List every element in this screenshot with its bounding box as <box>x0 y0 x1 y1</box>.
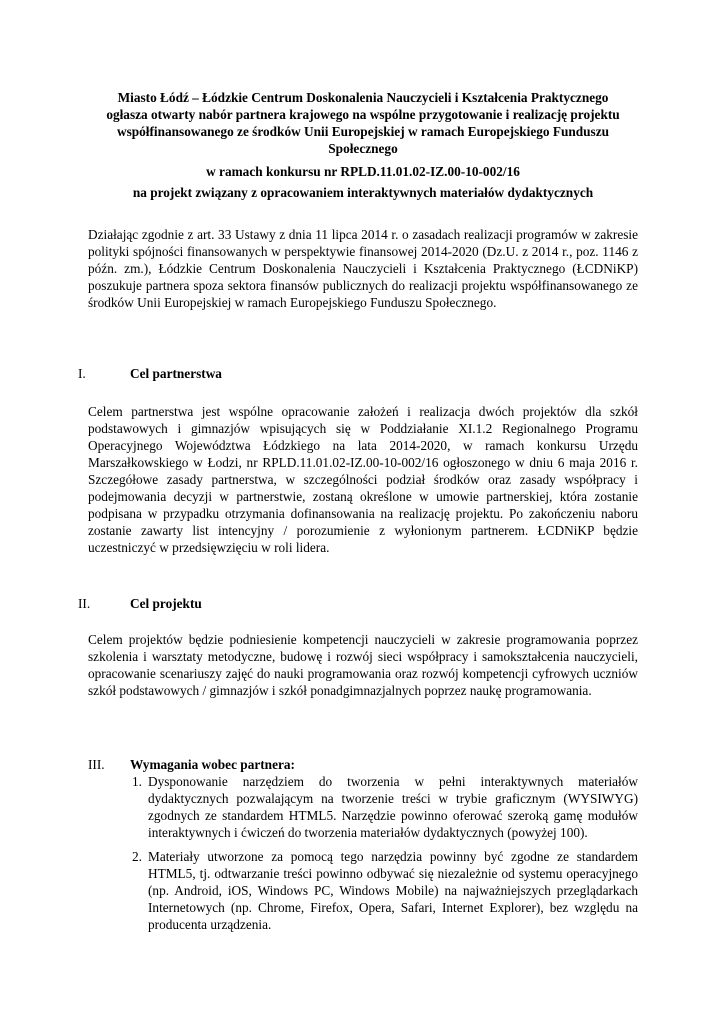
section-2-number: II. <box>78 596 91 611</box>
list-item-number: 2. <box>132 849 142 864</box>
header-contest: w ramach konkursu nr RPLD.11.01.02-IZ.00-10-002/16 <box>206 164 520 179</box>
list-item <box>132 773 638 841</box>
header-project: na projekt związany z opracowaniem interaktywnych materiałów dydaktycznych <box>132 185 594 200</box>
document-header <box>88 89 638 201</box>
list-item <box>132 848 638 933</box>
section-2-body: Celem projektów będzie podniesienie kompetencji nauczycieli w zakresie programowania poprzez szkolenia i warsztaty metodyczne, budowę i rozwój sieci współpracy i samokształcenia nauczycieli, opracowanie scenariuszy zajęć do nauki programowania oraz rozwój kompetencji cyfrowych uczniów szkół podstawowych / gimnazjów i szkół ponadgimnazjalnych poprzez naukę programowania. <box>88 632 638 698</box>
section-1-body: Celem partnerstwa jest wspólne opracowanie założeń i realizacja dwóch projektów dla szkół podstawowych i gimnazjów wpisujących się w Poddziałanie XI.1.2 Regionalnego Programu Operacyjnego Województwa Łódzkiego na lata 2014-2020, w ramach konkursu Urzędu Marszałkowskiego w Łodzi, nr RPLD.11.01.02-IZ.00-10-002/16 ogłoszonego w dniu 6 maja 2016 r. Szczegółowe zasady partnerstwa, w szczególności podział środków oraz zasady współpracy i podejmowania decyzji w partnerstwie, zostaną określone w umowie partnerskiej, która zostanie podpisana w przypadku otrzymania dofinansowania na realizację projektu. Po zakończeniu naboru zostanie zawarty list intencyjny / porozumienie z wyłonionym partnerem. ŁCDNiKP będzie uczestniczyć w przedsięwzięciu w roli lidera. <box>88 404 638 555</box>
section-2-title: Cel projektu <box>130 596 202 611</box>
section-3-number: III. <box>88 757 105 772</box>
list-item-text: Materiały utworzone za pomocą tego narzędzia powinny być zgodne ze standardem HTML5, tj. odtwarzanie treści powinno odbywać się niezależnie od systemu operacyjnego (np. Android, iOS, Windows PC, Windows Mobile) na najważniejszych przeglądarkach Internetowych (np. Chrome, Firefox, Opera, Safari, Internet Explorer), bez względu na producenta urządzenia. <box>148 849 638 932</box>
intro-paragraph: Działając zgodnie z art. 33 Ustawy z dnia 11 lipca 2014 r. o zasadach realizacji programów w zakresie polityki spójności finansowanych w perspektywie finansowej 2014-2020 (Dz.U. z 2014 r., poz. 1146 z późn. zm.), Łódzkie Centrum Doskonalenia Nauczycieli i Kształcenia Praktycznego (ŁCDNiKP) poszukuje partnera spoza sektora finansów publicznych do realizacji projektu współfinansowanego ze środków Unii Europejskiej w ramach Europejskiego Funduszu Społecznego. <box>88 227 638 310</box>
header-line-2: ogłasza otwarty nabór partnera krajowego na wspólne przygotowanie i realizację projektu współfinansowanego ze środków Unii Europejskiej w ramach Europejskiego Funduszu Społecznego <box>106 107 620 156</box>
list-item-number: 1. <box>132 774 142 789</box>
requirements-list <box>132 773 638 940</box>
section-3-title: Wymagania wobec partnera: <box>130 757 295 772</box>
header-line-1: Miasto Łódź – Łódzkie Centrum Doskonalenia Nauczycieli i Kształcenia Praktycznego <box>117 90 609 105</box>
list-item-text: Dysponowanie narzędziem do tworzenia w pełni interaktywnych materiałów dydaktycznych pozwalającym na tworzenie treści w trybie graficznym (WYSIWYG) zgodnych ze standardem HTML5. Narzędzie powinno oferować szeroką gamę modułów interaktywnych i ćwiczeń do tworzenia materiałów dydaktycznych (powyżej 100). <box>148 774 638 840</box>
section-1-title: Cel partnerstwa <box>130 366 222 381</box>
section-1-number: I. <box>78 366 86 381</box>
